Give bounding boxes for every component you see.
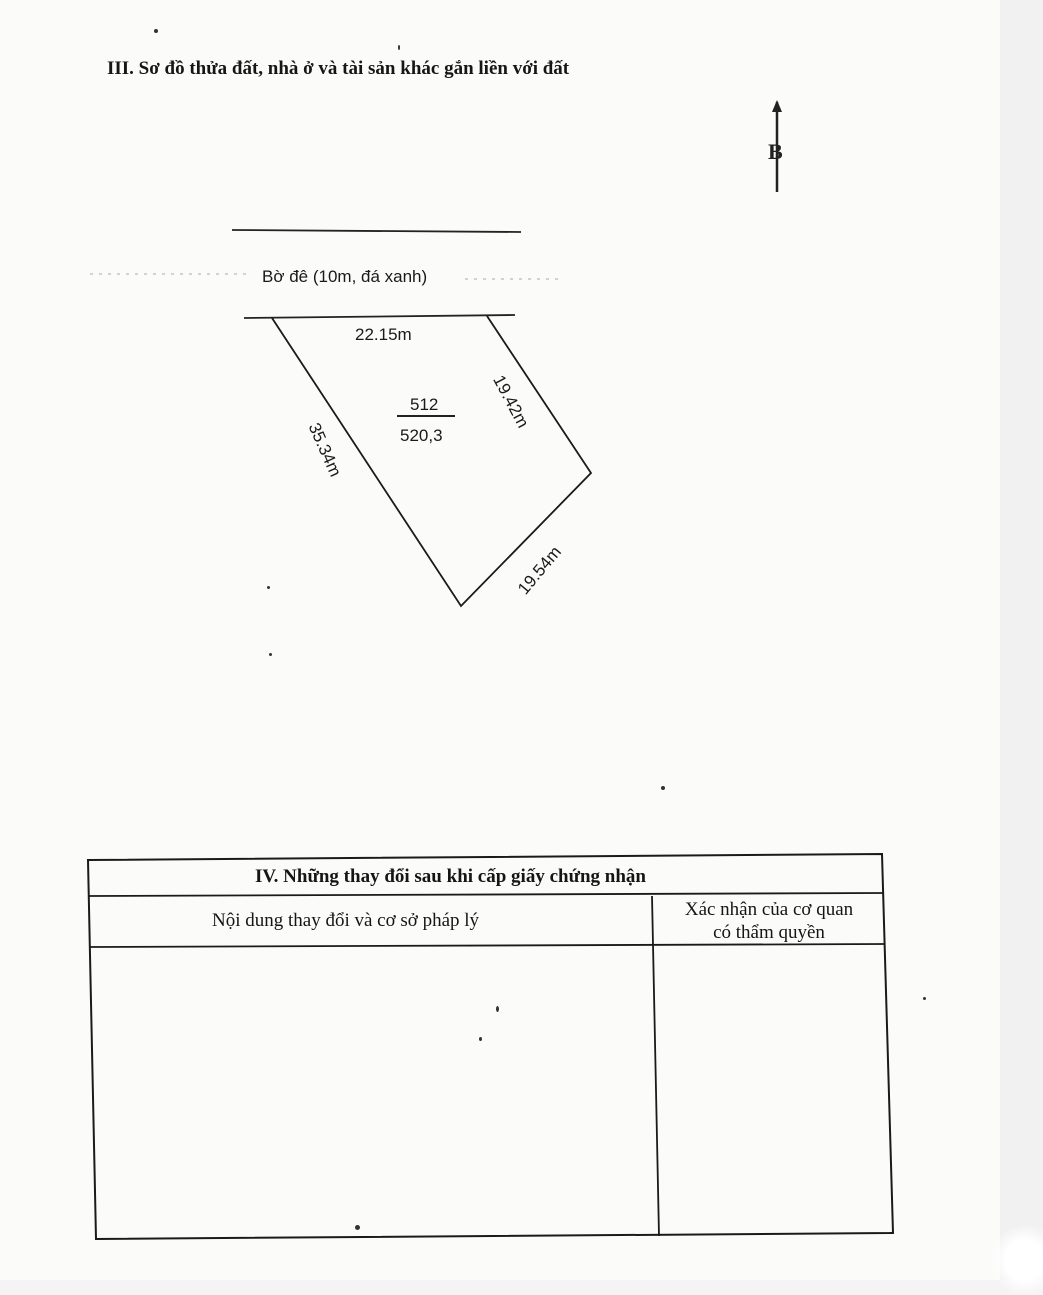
- scan-speck: [154, 29, 158, 33]
- page-margin: [1000, 0, 1043, 1280]
- parcel-fraction-line: [397, 415, 455, 417]
- edge-top-length: 22.15m: [355, 325, 412, 344]
- scan-speck: [398, 45, 400, 50]
- parcel-number: 512: [410, 395, 439, 414]
- scan-speck: [496, 1006, 499, 1012]
- scan-speck: [661, 786, 665, 790]
- scan-speck: [355, 1225, 360, 1230]
- edge-left-length: 35.34m: [304, 420, 346, 480]
- column-divider: [652, 896, 659, 1236]
- column-header-confirmation: Xác nhận của cơ quan có thẩm quyền: [684, 899, 854, 943]
- scan-speck: [267, 586, 270, 589]
- north-label: B: [768, 139, 783, 164]
- scan-speck: [923, 997, 926, 1000]
- parcel-top-boundary: [244, 315, 515, 318]
- road-edge-line: [232, 230, 521, 232]
- section-iii-title: III. Sơ đồ thửa đất, nhà ở và tài sản khác gắn liền với đất: [107, 58, 570, 79]
- edge-right-upper-length: 19.42m: [489, 372, 533, 431]
- title-row-separator: [89, 893, 883, 896]
- edge-right-lower-length: 19.54m: [514, 542, 566, 599]
- scan-speck: [269, 653, 272, 656]
- road-label: Bờ đê (10m, đá xanh): [262, 267, 428, 286]
- column-header-content: Nội dung thay đổi và cơ sở pháp lý: [212, 910, 480, 931]
- section-iv-title: IV. Những thay đổi sau khi cấp giấy chứng nhận: [255, 866, 646, 887]
- parcel-area: 520,3: [400, 426, 443, 445]
- scan-speck: [479, 1037, 482, 1041]
- header-row-separator: [90, 944, 885, 947]
